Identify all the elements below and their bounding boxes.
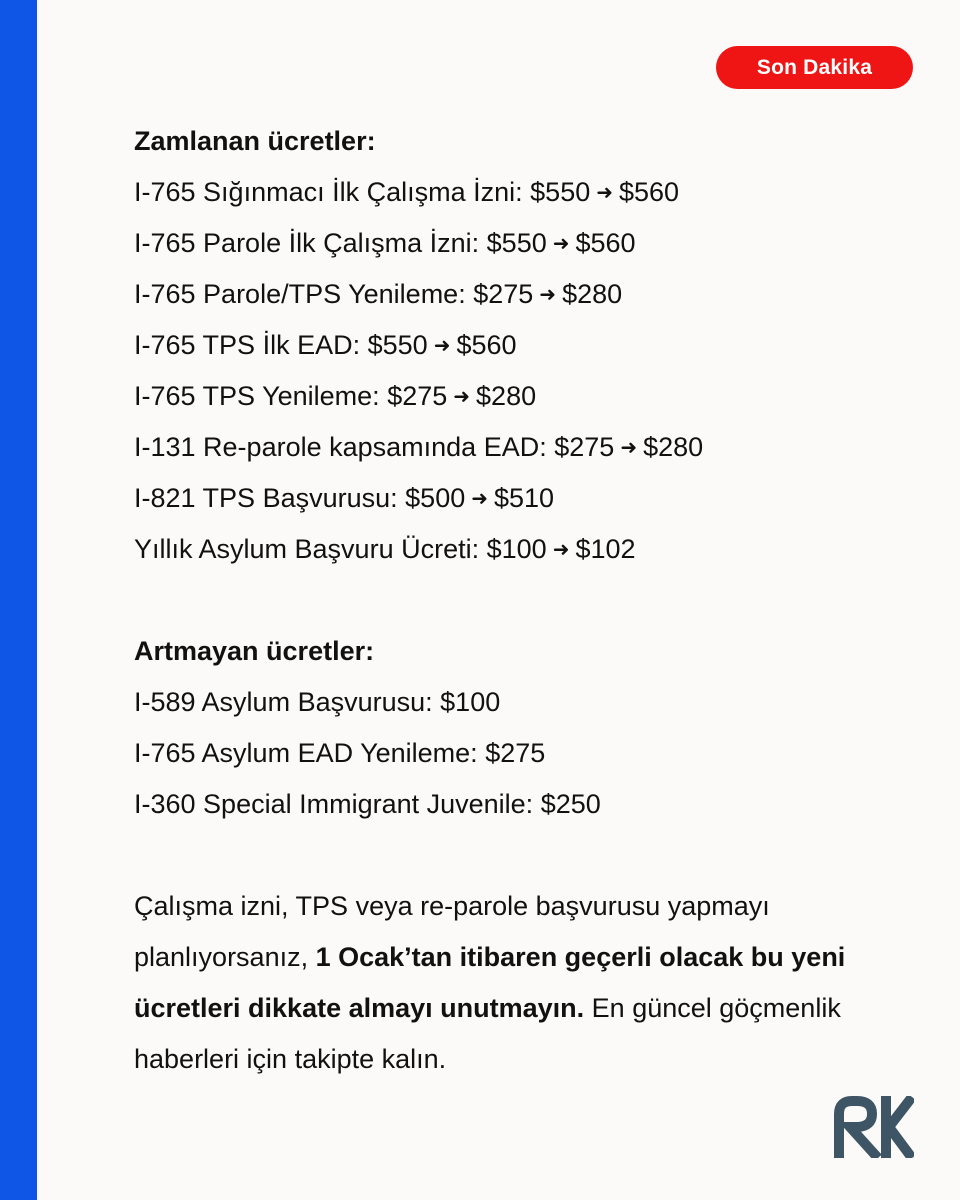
- fee-old-value: $500: [405, 483, 466, 513]
- fee-label: I-765 Sığınmacı İlk Çalışma İzni:: [134, 177, 523, 207]
- fee-old-value: $550: [486, 228, 547, 258]
- arrow-right-icon: ➜: [552, 539, 570, 561]
- son-dakika-badge: Son Dakika: [716, 46, 913, 89]
- fee-old-value: $275: [554, 432, 615, 462]
- fee-row: [134, 677, 864, 728]
- content: [134, 116, 864, 1085]
- fee-label: I-765 Parole/TPS Yenileme:: [134, 279, 466, 309]
- unchanged-fees-list: [134, 677, 864, 830]
- fee-new-value: $560: [619, 177, 680, 207]
- arrow-right-icon: ➜: [453, 386, 471, 408]
- section-spacer: [134, 575, 864, 626]
- fee-new-value: $280: [562, 279, 623, 309]
- fee-label: I-360 Special Immigrant Juvenile:: [134, 789, 534, 819]
- arrow-right-icon: ➜: [433, 335, 451, 357]
- closing-note: [134, 881, 864, 1085]
- fee-old-value: $550: [367, 330, 428, 360]
- fee-label: I-765 Asylum EAD Yenileme:: [134, 738, 478, 768]
- note-text-start: Çalışma izni, TPS veya re-parole başvurusu yapmayı planlıyorsanız,: [134, 891, 770, 972]
- fee-old-value: $550: [530, 177, 591, 207]
- fee-row: [134, 371, 864, 422]
- arrow-right-icon: ➜: [539, 284, 557, 306]
- fee-row: [134, 218, 864, 269]
- fee-label: I-821 TPS Başvurusu:: [134, 483, 398, 513]
- fee-label: I-765 TPS İlk EAD:: [134, 330, 361, 360]
- fee-value: $100: [440, 687, 501, 717]
- fee-label: I-589 Asylum Başvurusu:: [134, 687, 433, 717]
- fee-new-value: $510: [494, 483, 555, 513]
- fee-label: I-765 TPS Yenileme:: [134, 381, 380, 411]
- fee-row: [134, 728, 864, 779]
- fee-row: [134, 779, 864, 830]
- fee-row: [134, 167, 864, 218]
- arrow-right-icon: ➜: [471, 488, 488, 510]
- unchanged-fees-heading: Artmayan ücretler:: [134, 636, 375, 666]
- fee-old-value: $100: [486, 534, 547, 564]
- arrow-right-icon: ➜: [620, 437, 638, 459]
- fee-row: [134, 269, 864, 320]
- fee-old-value: $275: [387, 381, 448, 411]
- fee-row: [134, 422, 864, 473]
- fee-new-value: $280: [476, 381, 537, 411]
- fee-row: [134, 320, 864, 371]
- increased-fees-list: [134, 167, 864, 575]
- fee-new-value: $560: [456, 330, 517, 360]
- increased-fees-heading: Zamlanan ücretler:: [134, 126, 376, 156]
- fee-new-value: $560: [575, 228, 636, 258]
- note-text-bold: 1 Ocak’tan itibaren geçerli olacak bu yeni ücretleri dikkate almayı unutmayın.: [134, 942, 846, 1023]
- note-text-end: En güncel göçmenlik haberleri için takipte kalın.: [134, 993, 841, 1074]
- arrow-right-icon: ➜: [596, 182, 613, 204]
- rk-logo-icon: [834, 1096, 914, 1158]
- fee-label: Yıllık Asylum Başvuru Ücreti:: [134, 534, 480, 564]
- fee-value: $275: [485, 738, 546, 768]
- fee-label: I-765 Parole İlk Çalışma İzni:: [134, 228, 480, 258]
- fee-label: I-131 Re-parole kapsamında EAD:: [134, 432, 547, 462]
- fee-row: [134, 524, 864, 575]
- fee-new-value: $102: [575, 534, 636, 564]
- accent-side-bar: [0, 0, 37, 1200]
- fee-value: $250: [540, 789, 601, 819]
- fee-new-value: $280: [643, 432, 704, 462]
- fee-row: [134, 473, 864, 524]
- fee-old-value: $275: [473, 279, 534, 309]
- arrow-right-icon: ➜: [552, 233, 570, 255]
